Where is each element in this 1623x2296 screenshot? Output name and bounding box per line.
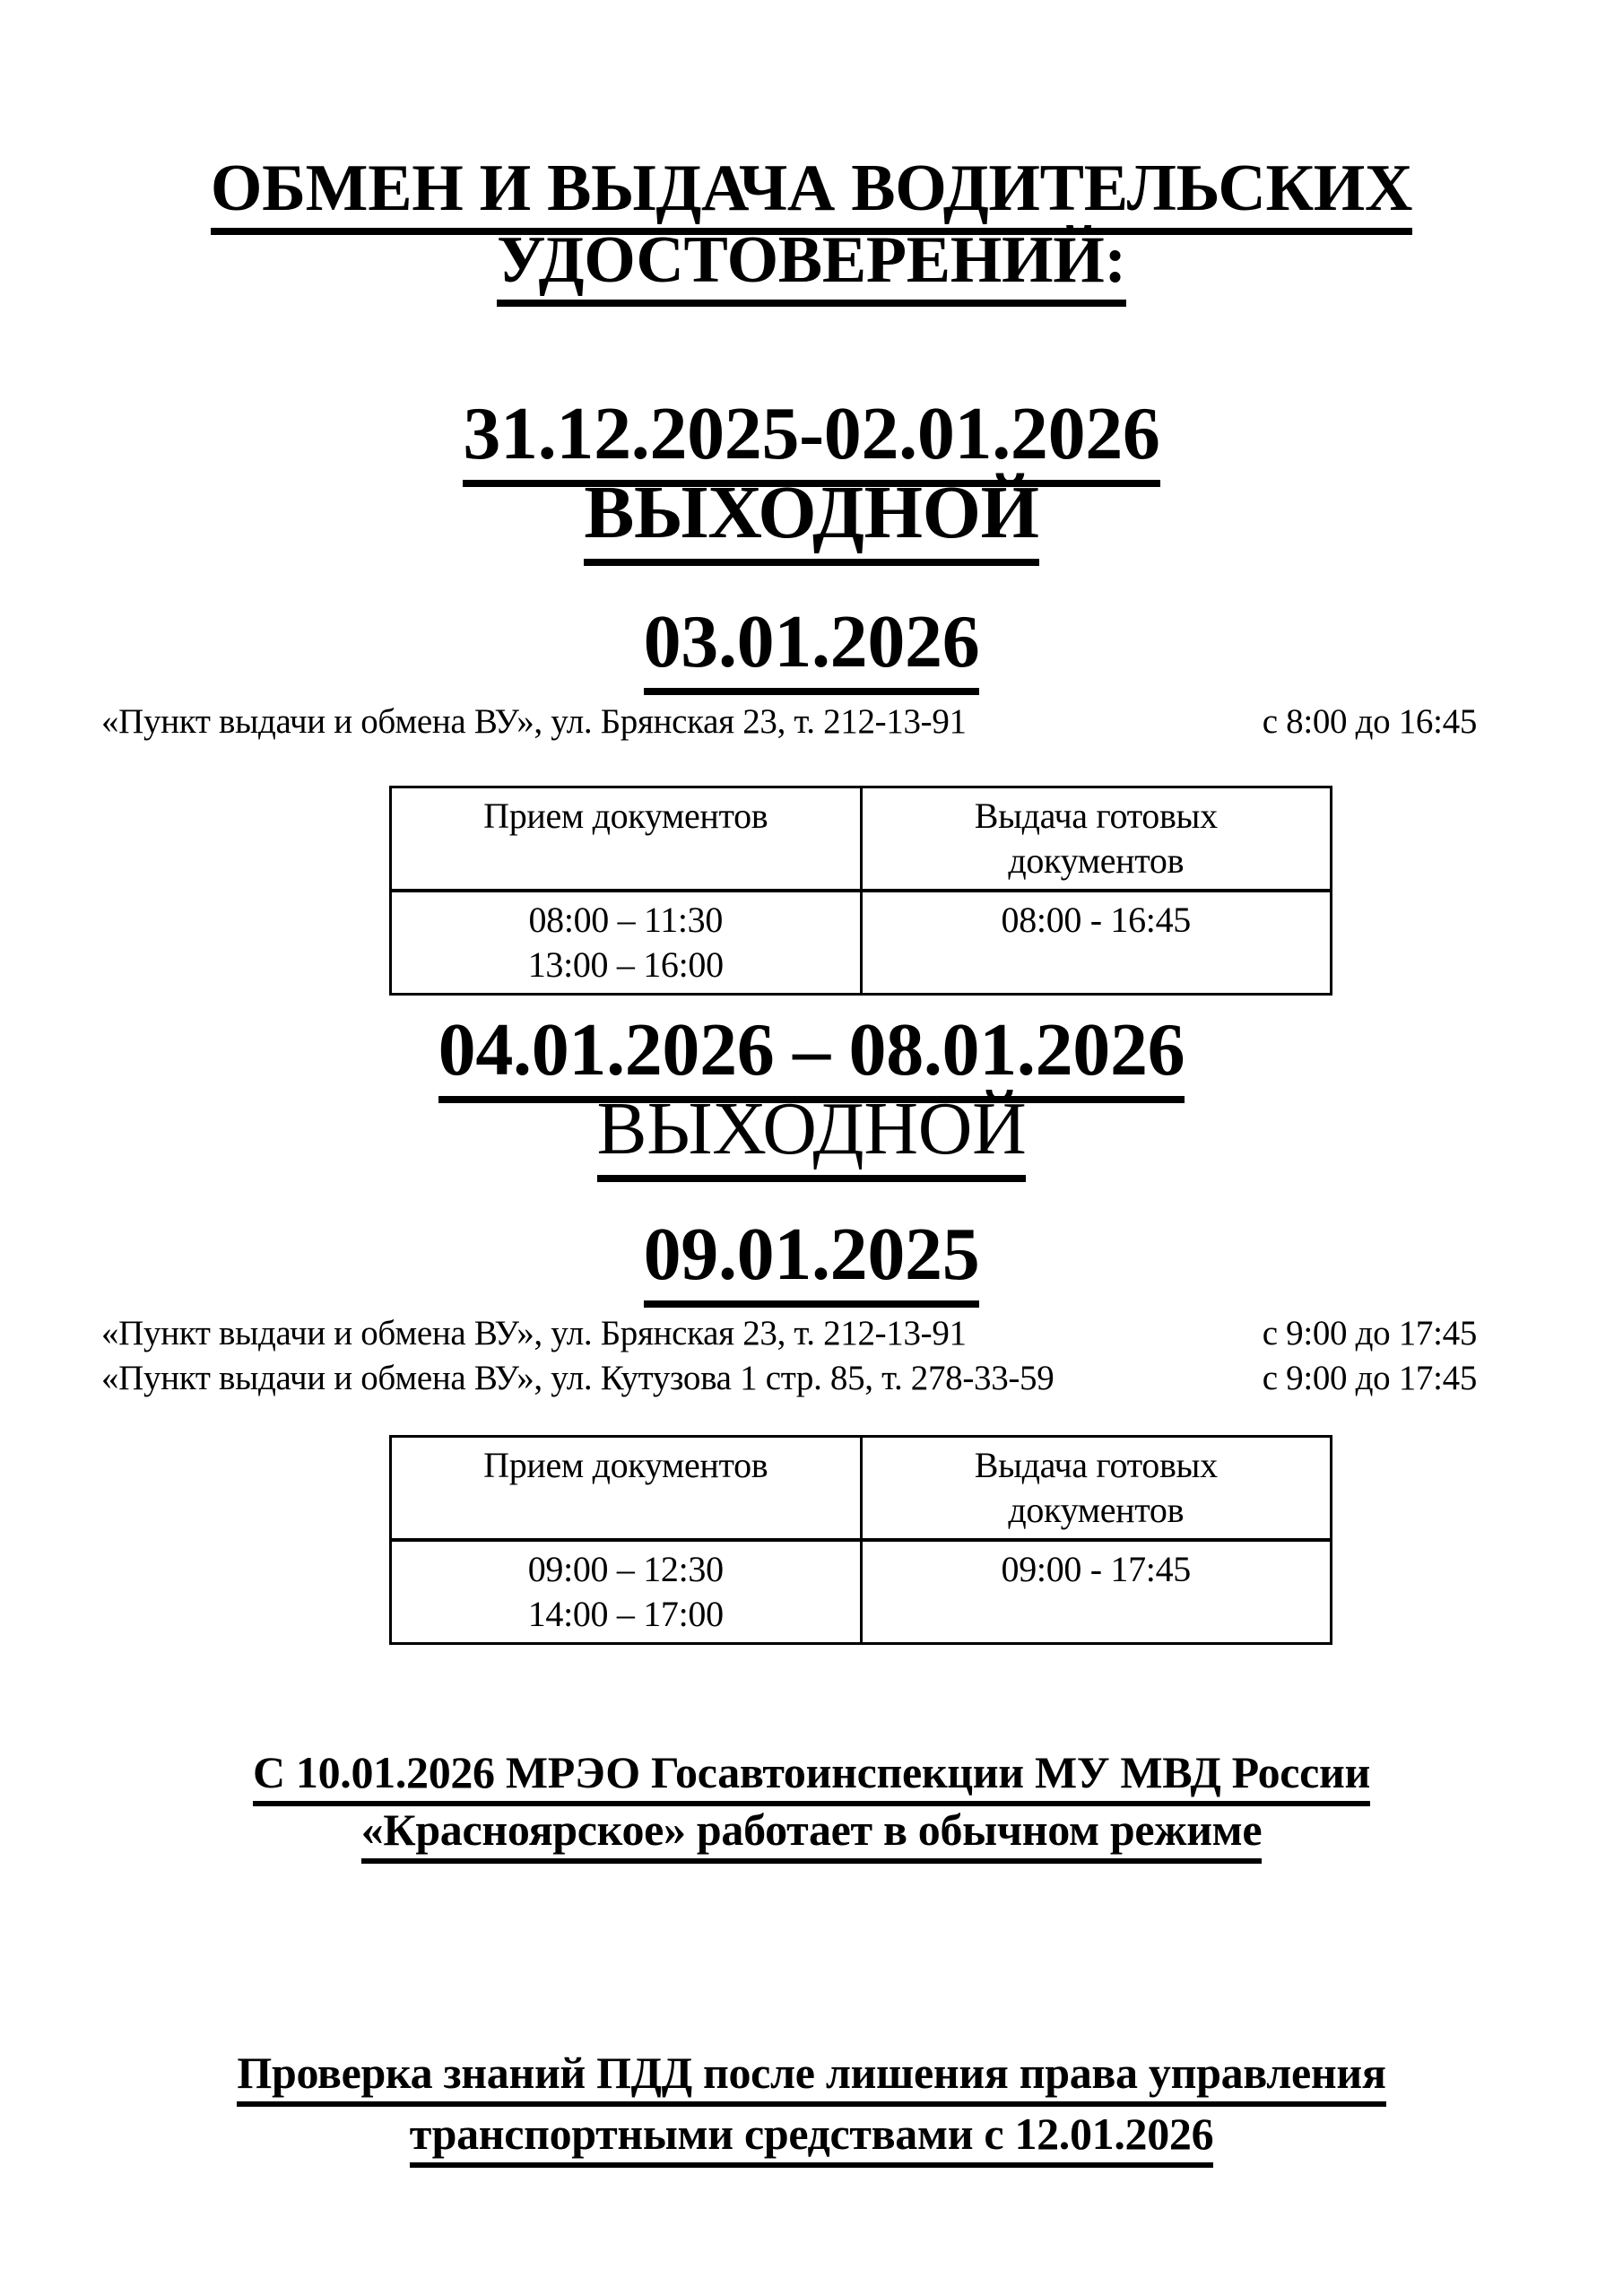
title-line-2: УДОСТОВЕРЕНИЙ: — [0, 224, 1623, 296]
table-body-row — [391, 1540, 1332, 1644]
holiday-period-2 — [0, 1008, 1623, 1170]
notice-pdd-exam — [0, 2042, 1623, 2164]
workday-1-locations — [101, 700, 1477, 744]
reception-times-cell — [391, 1540, 862, 1644]
location-name: «Пункт выдачи и обмена ВУ», ул. Брянская 23, т. 212-13-91 — [101, 1314, 967, 1352]
time-range: 08:00 – 11:30 — [528, 900, 724, 940]
location-name: «Пункт выдачи и обмена ВУ», ул. Брянская 23, т. 212-13-91 — [101, 702, 967, 741]
issue-times-cell — [861, 1540, 1332, 1644]
time-range: 09:00 – 12:30 — [527, 1549, 724, 1589]
time-range: 13:00 – 16:00 — [527, 944, 724, 985]
location-hours: с 9:00 до 17:45 — [1262, 1359, 1477, 1397]
notice-line-1: С 10.01.2026 МРЭО Госавтоинспекции МУ МВД России — [0, 1744, 1623, 1801]
location-line — [101, 1356, 1477, 1401]
time-range: 09:00 - 17:45 — [1001, 1549, 1191, 1589]
table-header-row — [391, 1437, 1332, 1541]
notice-line-1: Проверка знаний ПДД после лишения права управления — [0, 2042, 1623, 2103]
workday-1-date-heading: 03.01.2026 — [0, 603, 1623, 682]
issue-times-cell — [861, 891, 1332, 995]
time-range: 14:00 – 17:00 — [527, 1594, 724, 1634]
table-header-row — [391, 787, 1332, 891]
workday-2-date-heading: 09.01.2025 — [0, 1215, 1623, 1294]
holiday-period-1 — [0, 392, 1623, 554]
location-line — [101, 700, 1477, 744]
document-title — [0, 152, 1623, 296]
holiday-period-2-dates: 04.01.2026 – 08.01.2026 — [0, 1011, 1623, 1090]
location-hours: с 9:00 до 17:45 — [1262, 1314, 1477, 1352]
notice-line-2: «Красноярское» работает в обычном режиме — [0, 1801, 1623, 1858]
reception-times-cell — [391, 891, 862, 995]
holiday-period-1-label: ВЫХОДНОЙ — [0, 474, 1623, 552]
reception-header-cell: Прием документов — [391, 1437, 862, 1541]
issue-header-cell: Выдача готовых документов — [861, 787, 1332, 891]
location-hours: с 8:00 до 16:45 — [1262, 702, 1477, 741]
location-line — [101, 1311, 1477, 1356]
table-body-row — [391, 891, 1332, 995]
reception-header-cell: Прием документов — [391, 787, 862, 891]
title-line-1: ОБМЕН И ВЫДАЧА ВОДИТЕЛЬСКИХ — [0, 152, 1623, 224]
notice-line-2: транспортными средствами с 12.01.2026 — [0, 2103, 1623, 2164]
issue-header-cell: Выдача готовых документов — [861, 1437, 1332, 1541]
schedule-table-1 — [389, 786, 1332, 996]
holiday-period-2-label: ВЫХОДНОЙ — [0, 1090, 1623, 1169]
schedule-table-2 — [389, 1435, 1332, 1645]
holiday-period-1-dates: 31.12.2025-02.01.2026 — [0, 395, 1623, 474]
notice-normal-schedule — [0, 1744, 1623, 1858]
time-range: 08:00 - 16:45 — [1001, 900, 1191, 940]
location-name: «Пункт выдачи и обмена ВУ», ул. Кутузова 1 стр. 85, т. 278-33-59 — [101, 1359, 1055, 1397]
workday-2-locations — [101, 1311, 1477, 1401]
